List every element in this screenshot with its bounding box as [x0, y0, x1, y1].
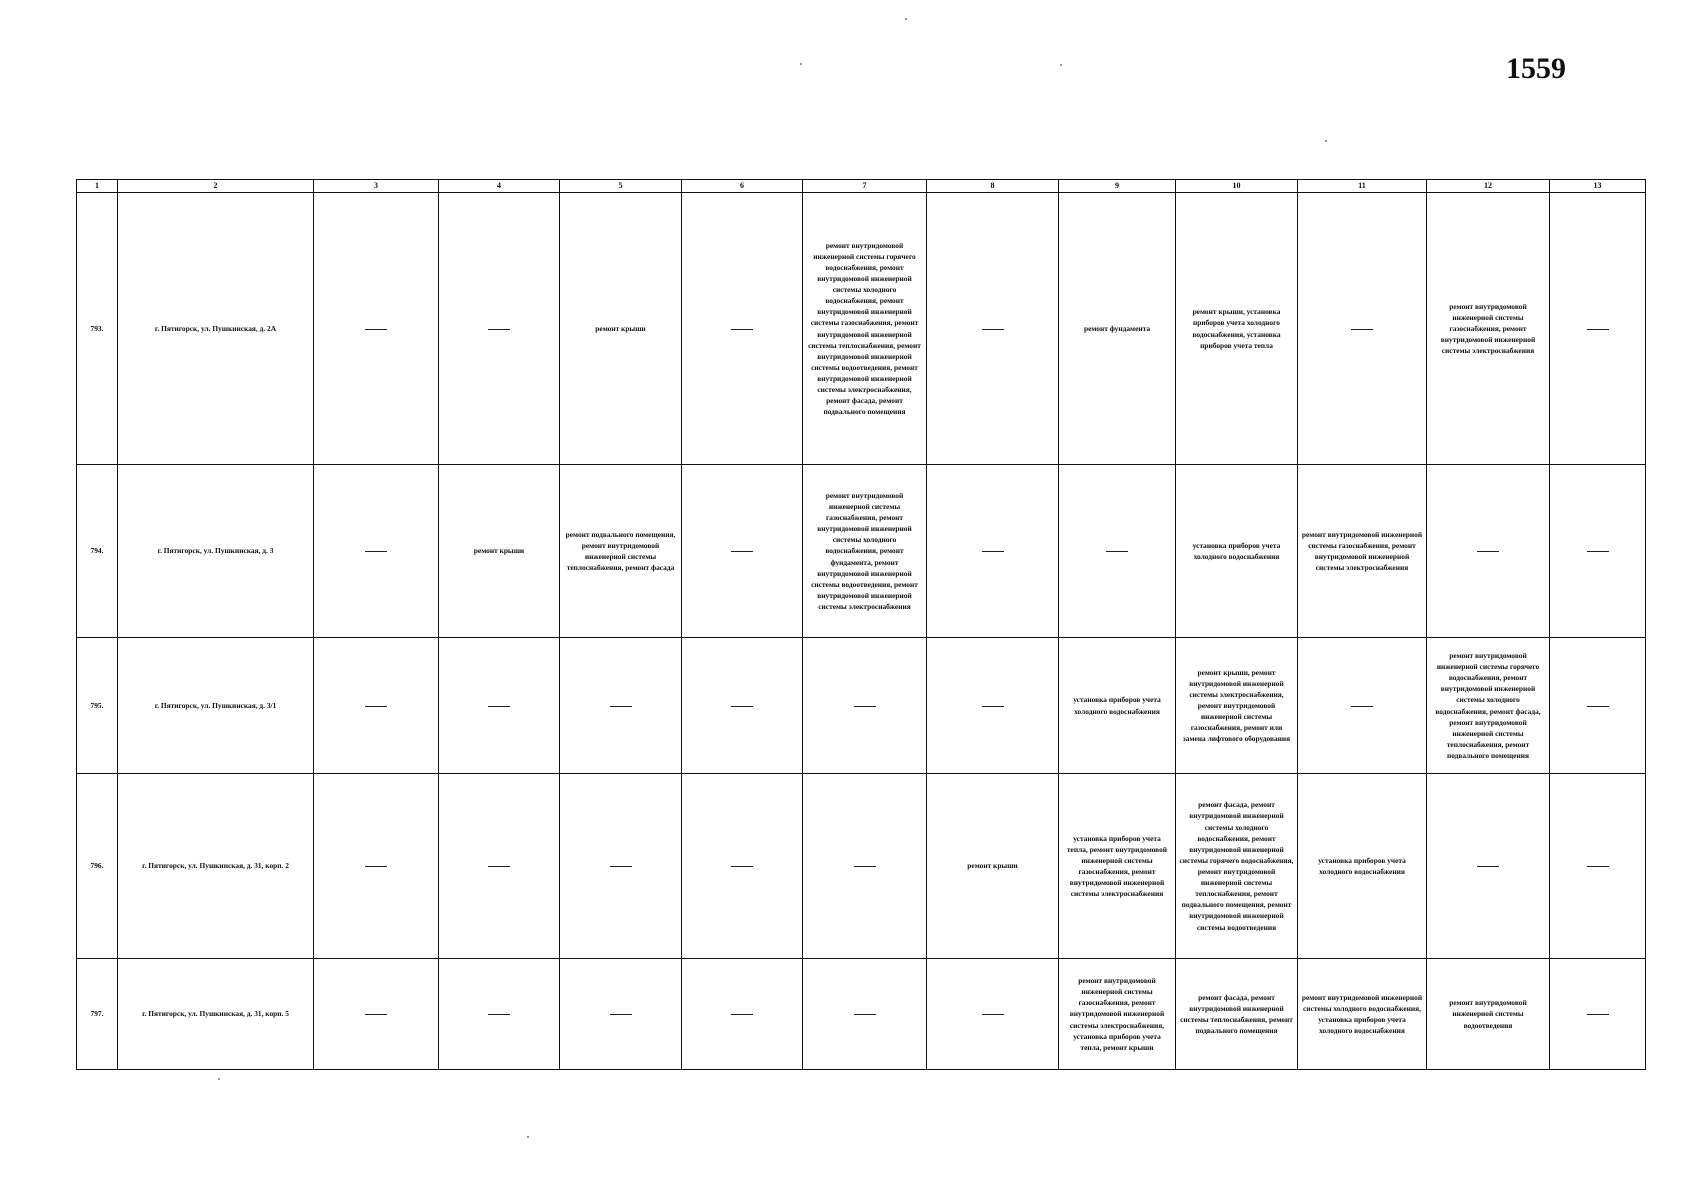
dash-mark	[1351, 329, 1373, 330]
address-cell: г. Пятигорск, ул. Пушкинская, д. 2А	[118, 193, 314, 465]
empty-cell	[439, 193, 560, 465]
empty-cell	[314, 959, 439, 1070]
dash-mark	[610, 706, 632, 707]
column-number-row	[77, 180, 1646, 193]
empty-cell	[927, 638, 1059, 774]
scan-speck	[1060, 64, 1062, 66]
empty-cell	[1550, 774, 1646, 959]
dash-mark	[1477, 866, 1499, 867]
work-cell: ремонт внутридомовой инженерной системы газоснабжения, ремонт внутридомовой инженерной системы электроснабжения	[1427, 193, 1550, 465]
work-cell: установка приборов учета холодного водоснабжения	[1059, 638, 1176, 774]
dash-mark	[610, 866, 632, 867]
dash-mark	[1106, 551, 1128, 552]
row-number: 796.	[77, 774, 118, 959]
empty-cell	[1298, 638, 1427, 774]
row-number: 793.	[77, 193, 118, 465]
empty-cell	[682, 638, 803, 774]
column-number-4: 4	[439, 180, 560, 193]
dash-mark	[731, 1014, 753, 1015]
scan-speck	[800, 63, 802, 65]
address-cell: г. Пятигорск, ул. Пушкинская, д. 31, корп. 5	[118, 959, 314, 1070]
address-cell: г. Пятигорск, ул. Пушкинская, д. 31, корп. 2	[118, 774, 314, 959]
dash-mark	[854, 706, 876, 707]
work-cell: ремонт крыши, установка приборов учета холодного водоснабжения, установка приборов учета тепла	[1176, 193, 1298, 465]
work-cell: ремонт внутридомовой инженерной системы горячего водоснабжения, ремонт внутридомовой инженерной системы холодного водоснабжения, ремонт фасада, ремонт внутридомовой инженерной системы теплоснабжения, ремонт подвального помещения	[1427, 638, 1550, 774]
dash-mark	[1477, 551, 1499, 552]
repair-schedule-table	[76, 179, 1646, 1070]
dash-mark	[982, 551, 1004, 552]
empty-cell	[1059, 465, 1176, 638]
table-row	[77, 193, 1646, 465]
empty-cell	[439, 638, 560, 774]
empty-cell	[803, 638, 927, 774]
table-row	[77, 959, 1646, 1070]
empty-cell	[1550, 465, 1646, 638]
table-row	[77, 638, 1646, 774]
dash-mark	[731, 551, 753, 552]
dash-mark	[1587, 1014, 1609, 1015]
empty-cell	[682, 774, 803, 959]
column-number-11: 11	[1298, 180, 1427, 193]
column-number-12: 12	[1427, 180, 1550, 193]
empty-cell	[803, 774, 927, 959]
column-number-7: 7	[803, 180, 927, 193]
dash-mark	[488, 706, 510, 707]
empty-cell	[1427, 774, 1550, 959]
work-cell: ремонт крыши, ремонт внутридомовой инженерной системы электроснабжения, ремонт внутридомовой инженерной системы газоснабжения, ремонт или замена лифтового оборудования	[1176, 638, 1298, 774]
empty-cell	[314, 774, 439, 959]
column-number-10: 10	[1176, 180, 1298, 193]
empty-cell	[560, 774, 682, 959]
dash-mark	[1587, 329, 1609, 330]
column-number-6: 6	[682, 180, 803, 193]
empty-cell	[439, 774, 560, 959]
work-cell: установка приборов учета тепла, ремонт внутридомовой инженерной системы газоснабжения, ремонт внутридомовой инженерной системы электроснабжения	[1059, 774, 1176, 959]
empty-cell	[682, 465, 803, 638]
column-number-13: 13	[1550, 180, 1646, 193]
column-number-1: 1	[77, 180, 118, 193]
empty-cell	[439, 959, 560, 1070]
table-row	[77, 465, 1646, 638]
work-cell: ремонт внутридомовой инженерной системы холодного водоснабжения, установка приборов учета холодного водоснабжения	[1298, 959, 1427, 1070]
empty-cell	[1550, 959, 1646, 1070]
work-cell: ремонт фасада, ремонт внутридомовой инженерной системы холодного водоснабжения, ремонт внутридомовой инженерной системы горячего водоснабжения, ремонт внутридомовой инженерной системы теплоснабжения, ремонт подвального помещения, ремонт внутридомовой инженерной системы водоотведения	[1176, 774, 1298, 959]
dash-mark	[731, 329, 753, 330]
empty-cell	[314, 465, 439, 638]
scan-speck	[527, 1136, 529, 1138]
empty-cell	[1550, 193, 1646, 465]
work-cell: ремонт крыши	[927, 774, 1059, 959]
dash-mark	[1351, 706, 1373, 707]
work-cell: установка приборов учета холодного водоснабжения	[1176, 465, 1298, 638]
dash-mark	[488, 1014, 510, 1015]
row-number: 797.	[77, 959, 118, 1070]
work-cell: ремонт внутридомовой инженерной системы газоснабжения, ремонт внутридомовой инженерной системы электроснабжения	[1298, 465, 1427, 638]
column-number-5: 5	[560, 180, 682, 193]
scan-speck	[1325, 140, 1327, 142]
empty-cell	[927, 465, 1059, 638]
dash-mark	[982, 1014, 1004, 1015]
dash-mark	[488, 866, 510, 867]
work-cell: ремонт крыши	[439, 465, 560, 638]
empty-cell	[803, 959, 927, 1070]
dash-mark	[488, 329, 510, 330]
dash-mark	[731, 866, 753, 867]
work-cell: установка приборов учета холодного водоснабжения	[1298, 774, 1427, 959]
work-cell: ремонт фундамента	[1059, 193, 1176, 465]
empty-cell	[314, 638, 439, 774]
work-cell: ремонт внутридомовой инженерной системы водоотведения	[1427, 959, 1550, 1070]
dash-mark	[731, 706, 753, 707]
table-body	[77, 193, 1646, 1070]
empty-cell	[1550, 638, 1646, 774]
work-cell: ремонт внутридомовой инженерной системы газоснабжения, ремонт внутридомовой инженерной системы холодного водоснабжения, ремонт фундамента, ремонт внутридомовой инженерной системы водоотведения, ремонт внутридомовой инженерной системы электроснабжения	[803, 465, 927, 638]
dash-mark	[365, 551, 387, 552]
empty-cell	[560, 959, 682, 1070]
dash-mark	[1587, 551, 1609, 552]
dash-mark	[1587, 866, 1609, 867]
dash-mark	[365, 329, 387, 330]
empty-cell	[927, 193, 1059, 465]
empty-cell	[314, 193, 439, 465]
page-number: 1559	[1506, 52, 1566, 85]
dash-mark	[610, 1014, 632, 1015]
address-cell: г. Пятигорск, ул. Пушкинская, д. 3/1	[118, 638, 314, 774]
column-number-2: 2	[118, 180, 314, 193]
work-cell: ремонт внутридомовой инженерной системы горячего водоснабжения, ремонт внутридомовой инженерной системы холодного водоснабжения, ремонт внутридомовой инженерной системы газоснабжения, ремонт внутридомовой инженерной системы теплоснабжения, ремонт внутридомовой инженерной системы водоотведения, ремонт внутридомовой инженерной системы электроснабжения, ремонт фасада, ремонт подвального помещения	[803, 193, 927, 465]
column-number-3: 3	[314, 180, 439, 193]
empty-cell	[682, 193, 803, 465]
column-number-9: 9	[1059, 180, 1176, 193]
dash-mark	[1587, 706, 1609, 707]
dash-mark	[365, 866, 387, 867]
scan-speck	[905, 18, 907, 20]
dash-mark	[365, 706, 387, 707]
row-number: 795.	[77, 638, 118, 774]
dash-mark	[982, 706, 1004, 707]
work-cell: ремонт подвального помещения, ремонт внутридомовой инженерной системы теплоснабжения, ремонт фасада	[560, 465, 682, 638]
dash-mark	[365, 1014, 387, 1015]
empty-cell	[927, 959, 1059, 1070]
work-cell: ремонт фасада, ремонт внутридомовой инженерной системы теплоснабжения, ремонт подвального помещения	[1176, 959, 1298, 1070]
scan-speck	[218, 1078, 220, 1080]
empty-cell	[1427, 465, 1550, 638]
dash-mark	[854, 866, 876, 867]
row-number: 794.	[77, 465, 118, 638]
empty-cell	[682, 959, 803, 1070]
dash-mark	[982, 329, 1004, 330]
work-cell: ремонт внутридомовой инженерной системы газоснабжения, ремонт внутридомовой инженерной системы электроснабжения, установка приборов учета тепла, ремонт крыши	[1059, 959, 1176, 1070]
work-cell: ремонт крыши	[560, 193, 682, 465]
dash-mark	[854, 1014, 876, 1015]
table-row	[77, 774, 1646, 959]
empty-cell	[560, 638, 682, 774]
address-cell: г. Пятигорск, ул. Пушкинская, д. 3	[118, 465, 314, 638]
empty-cell	[1298, 193, 1427, 465]
column-number-8: 8	[927, 180, 1059, 193]
